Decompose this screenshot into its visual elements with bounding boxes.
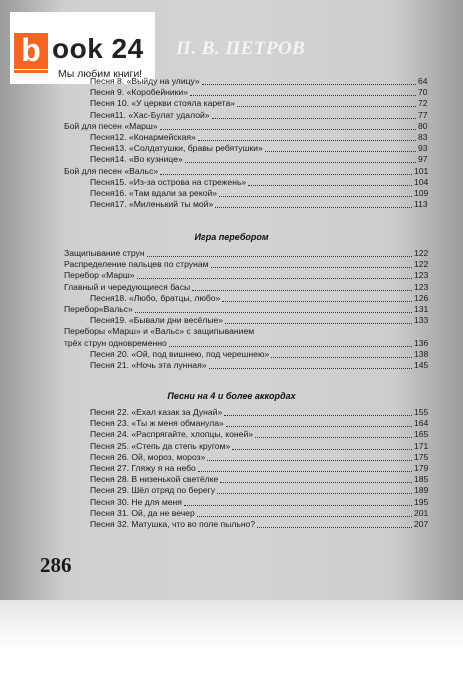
toc-entry-title: Песня 22. «Ехал казак за Дунай»	[90, 407, 223, 417]
toc-entry-title: Песня 25. «Степь да степь кругом»	[90, 440, 231, 451]
toc-entry-page: 145	[414, 360, 429, 370]
toc-entry-title: Песня 10. «У церкви стояла карета»	[90, 98, 236, 109]
toc-entry-page: 195	[414, 496, 429, 507]
toc-dot-leader	[190, 87, 416, 96]
toc-entry-title: Песня15. «Из-за острова на стрежень»	[90, 176, 247, 187]
page-shadow	[0, 600, 463, 685]
toc-entry-title: Песня 23. «Ты ж меня обманула»	[90, 418, 224, 429]
toc-dot-leader	[202, 76, 416, 85]
toc-entry-title: Перебор «Марш»	[64, 270, 135, 281]
book24-logo[interactable]	[10, 12, 155, 84]
toc-entry-page: 126	[414, 292, 429, 303]
toc-dot-leader	[160, 166, 412, 175]
toc-entry-page: 171	[414, 440, 429, 451]
toc-entry-page: 136	[414, 337, 429, 348]
toc-entry-page: 185	[414, 474, 429, 485]
toc-entry-title: Бой для песен «Марш»	[64, 120, 158, 131]
toc-dot-leader	[212, 110, 416, 119]
toc-entry-page: 123	[414, 270, 429, 281]
toc-entry-title: Песня18. «Любо, братцы, любо»	[90, 292, 221, 303]
toc-entry-page: 122	[414, 248, 429, 258]
toc-dot-leader	[147, 248, 412, 257]
toc-entry-page: 113	[414, 199, 428, 210]
toc-entry-page: 70	[418, 87, 428, 98]
toc-entry-title: Песня 8. «Выйду на улицу»	[90, 76, 200, 86]
toc-dot-leader	[219, 188, 412, 197]
toc-dot-leader	[192, 282, 412, 291]
toc-dot-leader	[137, 270, 412, 279]
page-number: 286	[40, 553, 72, 577]
toc-entry-title: Песня 29. Шёл отряд по берегу	[90, 485, 216, 496]
toc-entry-page: 155	[414, 407, 429, 417]
toc-dot-leader	[197, 508, 412, 517]
toc-dot-leader	[248, 177, 412, 186]
toc-entry-title: Перебор«Вальс»	[64, 304, 133, 314]
toc-entry-title: Песня14. «Во кузнице»	[90, 154, 183, 165]
toc-entry-page: 133	[414, 315, 429, 326]
toc-dot-leader	[160, 121, 416, 130]
toc-dot-leader	[255, 429, 412, 438]
toc-entry-page: 83	[418, 132, 428, 142]
toc-dot-leader	[169, 338, 412, 347]
toc-dot-leader	[207, 452, 412, 461]
toc-entry-page: 122	[414, 259, 429, 270]
toc-section-heading: Игра перебором	[194, 232, 269, 242]
toc-dot-leader	[198, 132, 416, 141]
toc-entry-title: Песня 26. Ой, мороз, мороз»	[90, 451, 206, 462]
toc-dot-leader	[265, 143, 416, 152]
toc-dot-leader	[232, 441, 412, 450]
toc-dot-leader	[226, 418, 412, 427]
toc-entry-title: Песня17. «Миленький ты мой»	[90, 199, 214, 210]
toc-section-heading: Песни на 4 и более аккордах	[167, 391, 296, 401]
toc-entry-page: 138	[414, 348, 429, 359]
logo-letter: b	[14, 33, 48, 69]
toc-dot-leader	[185, 154, 416, 163]
toc-dot-leader	[209, 360, 412, 369]
toc-dot-leader	[217, 485, 412, 494]
toc-entry-title: Распределение пальцев по струнам	[64, 259, 209, 270]
toc-entry-page: 123	[414, 281, 429, 292]
toc-dot-leader	[198, 463, 412, 472]
toc-dot-leader	[184, 497, 412, 506]
toc-entry-page: 72	[418, 98, 428, 109]
toc-entry-title: Песня 20. «Ой, под вишнею, под черешнею»	[90, 348, 270, 359]
toc-dot-leader	[211, 259, 412, 268]
toc-entry-title: трёх струн одновременно	[64, 337, 167, 348]
toc-entry-page: 64	[418, 76, 428, 86]
toc-entry-title: Песня 21. «Ночь эта лунная»	[90, 360, 207, 370]
toc-entry-title: Песня 32. Матушка, что во поле пыльно?	[90, 519, 256, 529]
toc-entry-page: 80	[418, 120, 428, 131]
toc-entry-title: Песня13. «Солдатушки, бравы ребятушки»	[90, 143, 263, 154]
toc-entry-page: 97	[418, 154, 428, 165]
toc-dot-leader	[257, 519, 412, 528]
toc-dot-leader	[220, 474, 412, 483]
toc-dot-leader	[215, 199, 412, 208]
toc-entry-title: Переборы «Марш» и «Вальс» с защипыванием	[64, 326, 255, 337]
toc-dot-leader	[135, 304, 412, 313]
toc-entry-page: 109	[414, 188, 429, 198]
toc-entry-title: Песня 28. В низенькой светёлке	[90, 474, 219, 485]
toc-entry-title: Песня 9. «Коробейники»	[90, 87, 189, 98]
toc-entry-title: Песня12. «Конармейская»	[90, 132, 196, 142]
toc-entry-title: Песня 30. Не для меня	[90, 496, 182, 507]
toc-entry-title: Главный и чередующиеся басы	[64, 281, 191, 292]
toc-entry-title: Песня16. «Там вдали за рекой»	[90, 188, 218, 198]
toc-entry-page: 101	[414, 165, 429, 176]
running-header-author: П. В. ПЕТРОВ	[176, 38, 306, 59]
toc-entry-title: Песня 27. Гляжу я на небо	[90, 463, 196, 473]
toc-entry-page: 77	[418, 109, 428, 120]
toc-entry-page: 207	[414, 519, 429, 529]
toc-entry-title: Песня 31. Ой, да не вечер	[90, 507, 195, 518]
toc-entry-page: 93	[418, 143, 428, 154]
toc-dot-leader	[271, 349, 412, 358]
toc-entry-title: Песня19. «Бывали дни весёлые»	[90, 315, 224, 326]
toc-entry-page: 104	[414, 176, 429, 187]
toc-entry-page: 164	[414, 418, 429, 429]
toc-dot-leader	[237, 98, 416, 107]
toc-entry-page: 201	[414, 507, 429, 518]
toc-entry-page: 179	[414, 463, 429, 473]
toc-entry-page: 165	[414, 429, 429, 440]
toc-entry-page: 189	[414, 485, 429, 496]
logo-text: ook 24	[52, 33, 144, 64]
logo-tagline: Мы любим книги!	[58, 68, 143, 80]
toc-dot-leader	[225, 315, 412, 324]
toc-entry-page: 175	[414, 451, 429, 462]
toc-dot-leader	[224, 407, 412, 416]
toc-entry-title: Песня11. «Хас-Булат удалой»	[90, 109, 210, 120]
toc-entry-title: Защипывание струн	[64, 248, 145, 258]
toc-entry-page: 131	[414, 304, 429, 314]
toc-dot-leader	[222, 293, 412, 302]
toc-entry-title: Бой для песен «Вальс»	[64, 165, 159, 176]
toc-entry-title: Песня 24. «Распрягайте, хлопцы, коней»	[90, 429, 254, 440]
